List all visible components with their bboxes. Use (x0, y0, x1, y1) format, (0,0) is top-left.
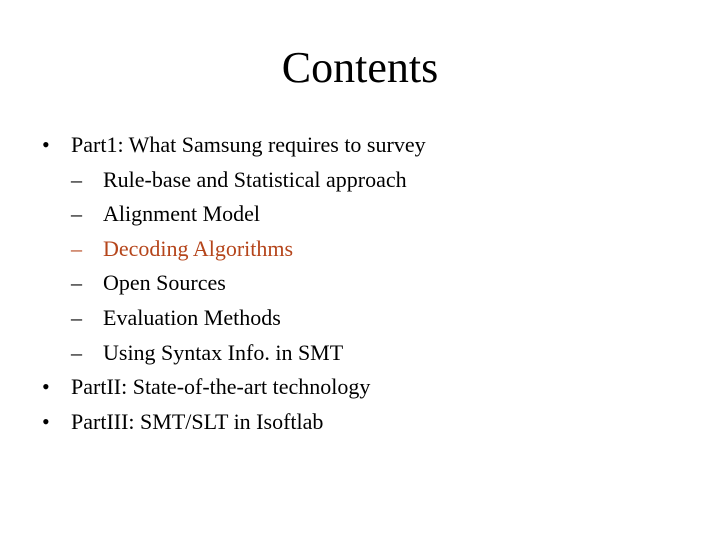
subitem-open-sources (71, 266, 426, 301)
list-item-text: PartII: State-of-the-art technology (71, 374, 371, 400)
contents-list (42, 128, 426, 439)
list-item-part2 (42, 370, 426, 405)
list-item-text: Part1: What Samsung requires to survey (71, 132, 426, 157)
dash-icon: – (71, 270, 82, 296)
bullet-icon: • (42, 132, 50, 157)
subitem-text: Rule-base and Statistical approach (103, 166, 407, 192)
sublist-part1 (71, 163, 426, 371)
dash-icon: – (71, 304, 82, 330)
subitem-evaluation-methods (71, 301, 426, 336)
dash-icon: – (71, 235, 82, 261)
subitem-text: Open Sources (103, 270, 226, 296)
dash-icon: – (71, 166, 82, 192)
subitem-rule-base (71, 163, 426, 198)
list-item-text: PartIII: SMT/SLT in Isoftlab (71, 408, 324, 434)
subitem-text: Alignment Model (103, 201, 261, 227)
subitem-decoding-algorithms (71, 232, 426, 267)
dash-icon: – (71, 201, 82, 227)
bullet-icon: • (42, 374, 50, 400)
subitem-syntax-info (71, 336, 426, 371)
subitem-alignment-model (71, 197, 426, 232)
slide-title: Contents (281, 43, 439, 92)
bullet-icon: • (42, 408, 50, 434)
dash-icon: – (71, 339, 82, 365)
list-item-part3 (42, 405, 426, 440)
subitem-text: Using Syntax Info. in SMT (103, 339, 344, 365)
subitem-text: Decoding Algorithms (103, 235, 294, 261)
subitem-text: Evaluation Methods (103, 304, 281, 330)
list-item-part1 (42, 128, 426, 370)
